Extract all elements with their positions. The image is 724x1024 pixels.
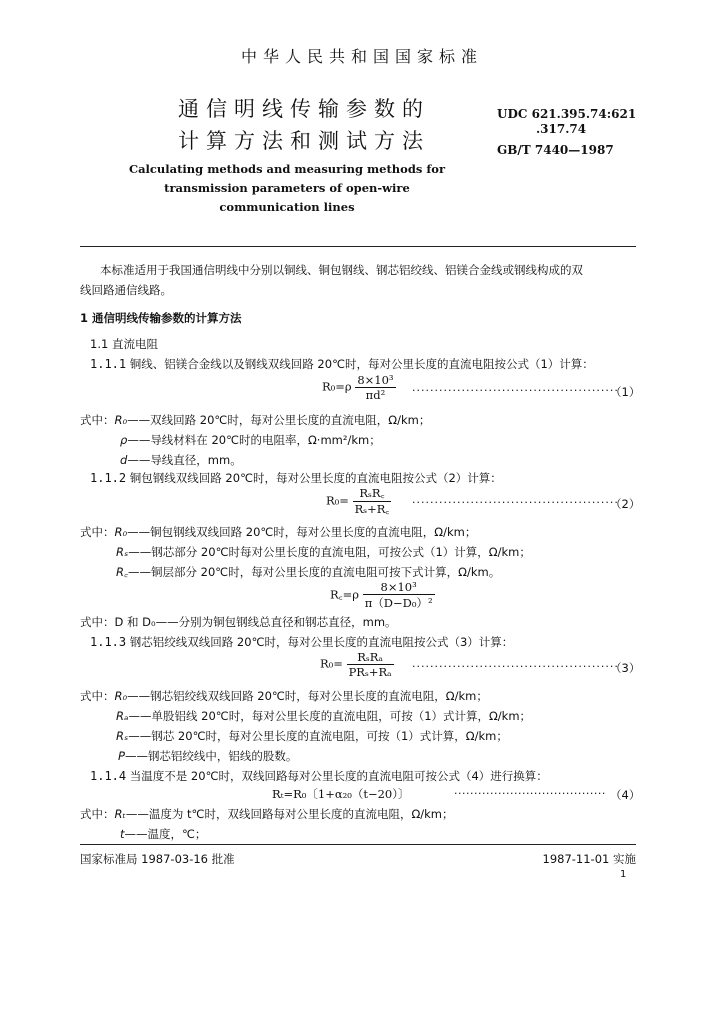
symbol: R₀ <box>114 525 128 539</box>
clause-number: 1.1.1 <box>90 357 127 371</box>
symbol-desc: ——单股铝线 20℃时，每对公里长度的直流电阻，可按（1）式计算，Ω/km； <box>128 709 532 723</box>
symbol-desc: ——导线材料在 20℃时的电阻率，Ω·mm²/km； <box>127 433 381 447</box>
formula-rc <box>330 580 435 611</box>
header-rule <box>80 246 636 247</box>
where-3-3 <box>116 728 508 744</box>
where-2-3 <box>116 564 500 580</box>
where-1-2 <box>120 432 381 448</box>
leader-dots: ·············································· <box>412 384 619 397</box>
equation-number-2: （2） <box>610 497 641 511</box>
formula-denominator: PRₛ+Rₐ <box>348 665 392 679</box>
where-4-2 <box>120 826 206 842</box>
formula-numerator: RₛR꜀ <box>353 486 392 502</box>
clause-text: 铜包钢线双线回路 20℃时，每对公里长度的直流电阻按公式（2）计算： <box>129 471 502 485</box>
leader-dots: ······································ <box>454 787 606 800</box>
formula-2 <box>326 486 391 517</box>
symbol-desc: ——钢芯铝绞线双线回路 20℃时，每对公里长度的直流电阻，Ω/km； <box>127 689 488 703</box>
approval-date: 国家标准局 1987-03-16 批准 <box>80 852 235 866</box>
where-prefix: 式中： <box>80 807 115 821</box>
intro-line1: 本标准适用于我国通信明线中分别以铜线、铜包钢线、钢芯铝绞线、铝镁合金线或钢线构成的双 <box>100 263 583 277</box>
where-1-3 <box>120 452 242 468</box>
gb-number: GB/T 7440—1987 <box>497 143 614 157</box>
equation-number-4: （4） <box>610 788 641 802</box>
formula-3 <box>320 650 394 679</box>
where-prefix: 式中： <box>80 413 115 427</box>
symbol: R꜀ <box>116 565 128 579</box>
standard-title: 中华人民共和国国家标准 <box>240 47 483 66</box>
doc-title-line2: 计算方法和测试方法 <box>178 129 430 153</box>
where-4-1 <box>80 806 454 822</box>
where-2-1 <box>80 524 476 540</box>
symbol: t <box>120 827 125 841</box>
symbol-desc: ——钢芯部分 20℃时每对公里长度的直流电阻，可按公式（1）计算，Ω/km； <box>128 545 531 559</box>
where-2-4: 式中：D 和 D₀——分别为铜包钢线总直径和钢芯直径，mm。 <box>80 615 397 629</box>
formula-denominator: πd² <box>365 388 386 402</box>
symbol-desc: ——铜层部分 20℃时，每对公里长度的直流电阻可按下式计算，Ω/km。 <box>127 565 501 579</box>
formula-numerator: 8×10³ <box>357 373 394 387</box>
where-1-1 <box>80 412 430 428</box>
symbol-desc: ——温度，℃； <box>124 827 207 841</box>
symbol: d <box>120 453 128 467</box>
symbol-desc: ——双线回路 20℃时，每对公里长度的直流电阻，Ω/km； <box>127 413 431 427</box>
formula-lhs: R₀= <box>320 656 343 671</box>
symbol: R₀ <box>114 689 128 703</box>
clause-number: 1.1.3 <box>90 635 127 649</box>
symbol-desc: ——钢芯 20℃时，每对公里长度的直流电阻，可按（1）式计算，Ω/km； <box>128 729 508 743</box>
english-title-line1: Calculating methods and measuring methods for <box>128 162 446 176</box>
english-title-line2: transmission parameters of open-wire <box>164 181 410 195</box>
formula-lhs: R₀= <box>326 493 349 508</box>
symbol: ρ <box>120 433 128 447</box>
where-2-2 <box>116 544 531 560</box>
where-prefix: 式中： <box>80 525 115 539</box>
leader-dots: ·············································· <box>412 496 619 509</box>
doc-title-line1: 通信明线传输参数的 <box>178 97 430 121</box>
clause-1-1-4 <box>90 768 548 784</box>
symbol: Rₛ <box>116 729 129 743</box>
footer-rule <box>80 844 636 845</box>
udc-code-line1: UDC 621.395.74:621 <box>497 107 637 121</box>
formula-lhs: R₀=ρ <box>322 379 352 394</box>
symbol-desc: ——温度为 t℃时，双线回路每对公里长度的直流电阻，Ω/km； <box>125 807 454 821</box>
symbol-desc: ——钢芯铝绞线中，铝线的股数。 <box>124 749 298 763</box>
formula-numerator: RₛRₐ <box>347 650 394 665</box>
symbol: Rₐ <box>116 709 129 723</box>
symbol-desc: ——导线直径，mm。 <box>127 453 242 467</box>
symbol: P <box>118 749 125 763</box>
clause-text: 铜线、铝镁合金线以及钢线双线回路 20℃时，每对公里长度的直流电阻按公式（1）计算： <box>129 357 594 371</box>
where-3-2 <box>116 708 531 724</box>
clause-number: 1.1.2 <box>90 471 127 485</box>
formula-1 <box>322 373 396 402</box>
formula-denominator: Rₛ+R꜀ <box>354 502 390 516</box>
formula-denominator: π（D−D₀）² <box>364 596 433 610</box>
equation-number-1: （1） <box>610 385 641 399</box>
clause-1-1-2 <box>90 470 502 486</box>
formula-lhs: R꜀=ρ <box>330 587 360 602</box>
formula-4: Rₜ=R₀〔1+α₂₀（t−20）〕 <box>272 787 410 801</box>
where-3-1 <box>80 688 488 704</box>
equation-number-3: （3） <box>610 661 641 675</box>
symbol: Rₜ <box>114 807 126 821</box>
intro-line2: 线回路通信线路。 <box>80 283 172 297</box>
where-3-4 <box>118 748 297 764</box>
clause-1-1-3 <box>90 634 513 650</box>
clause-text: 当温度不是 20℃时，双线回路每对公里长度的直流电阻可按公式（4）进行换算： <box>129 769 548 783</box>
implementation-date: 1987-11-01 实施 <box>542 852 636 866</box>
clause-1-1-1 <box>90 356 594 372</box>
leader-dots: ·············································· <box>412 660 619 673</box>
formula-numerator: 8×10³ <box>363 580 435 595</box>
section-1-heading: 1 通信明线传输参数的计算方法 <box>80 311 242 325</box>
page-number: 1 <box>620 869 627 880</box>
udc-code-line2: .317.74 <box>536 122 587 136</box>
clause-text: 钢芯铝绞线双线回路 20℃时，每对公里长度的直流电阻按公式（3）计算： <box>129 635 514 649</box>
symbol: Rₛ <box>116 545 129 559</box>
symbol-desc: ——铜包钢线双线回路 20℃时，每对公里长度的直流电阻，Ω/km； <box>127 525 477 539</box>
section-1-1-heading: 1.1 直流电阻 <box>90 337 158 351</box>
symbol: R₀ <box>114 413 128 427</box>
clause-number: 1.1.4 <box>90 769 127 783</box>
english-title-line3: communication lines <box>219 200 355 214</box>
where-prefix: 式中： <box>80 689 115 703</box>
